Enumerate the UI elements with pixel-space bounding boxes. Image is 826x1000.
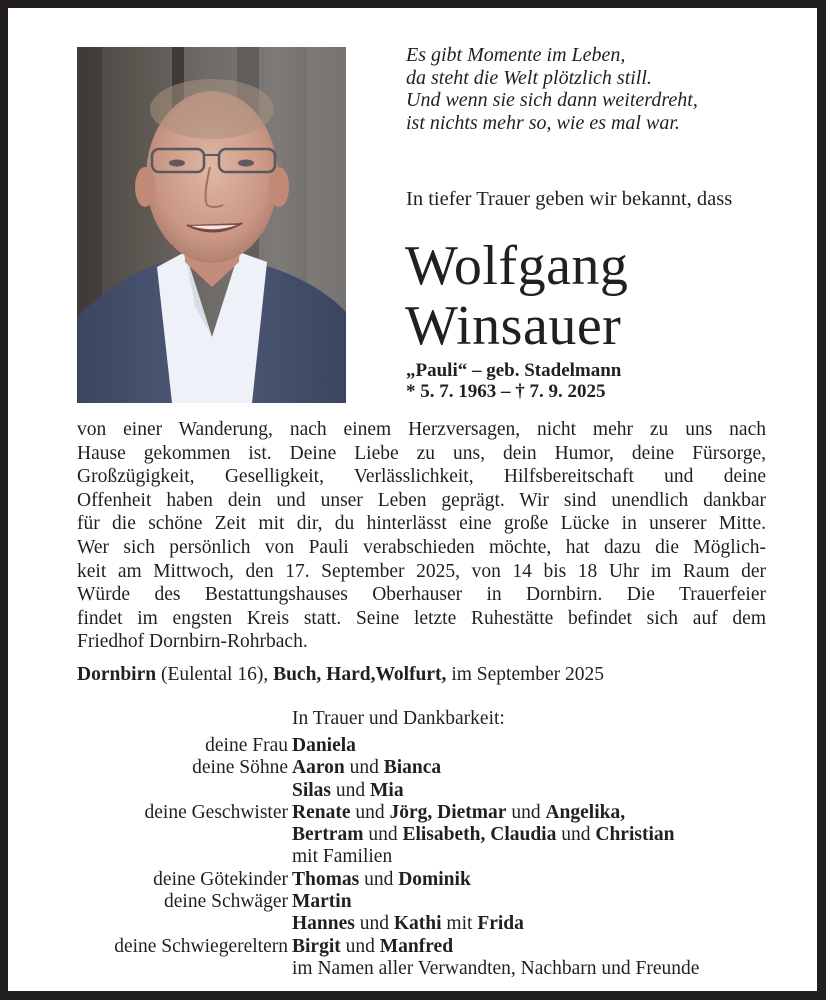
- mourners-list: [8, 735, 826, 980]
- mourner-name: Silas: [292, 779, 332, 801]
- mourner-relation: deine Söhne: [192, 757, 288, 779]
- mourner-name: Hannes: [292, 913, 355, 935]
- mourner-row: [8, 913, 826, 935]
- connector-text: und: [331, 779, 371, 801]
- connector-text: und: [344, 757, 384, 779]
- body-line: Offenheit haben dein und unser Leben geprägt. Wir sind unendlich dankbar: [77, 489, 766, 511]
- mourner-row: [8, 780, 826, 802]
- mourner-row: [8, 846, 826, 868]
- mourner-name: Frida: [477, 913, 524, 935]
- mourner-relation: deine Schwiegereltern: [114, 935, 288, 957]
- connector-text: im Namen aller Verwandten, Nachbarn und Freunde: [292, 957, 700, 979]
- connector-text: und: [350, 801, 390, 823]
- memorial-poem: [406, 44, 786, 134]
- mourner-names: [292, 958, 699, 980]
- announcement-intro: In tiefer Trauer geben wir bekannt, dass: [406, 188, 733, 210]
- mourners-heading: In Trauer und Dankbarkeit:: [292, 708, 505, 729]
- connector-text: mit Familien: [292, 846, 393, 868]
- mourner-relation: deine Frau: [205, 735, 288, 756]
- connector-text: mit: [441, 913, 478, 935]
- body-line: Großzügigkeit, Geselligkeit, Verlässlichkeit, Hilfsbereitschaft und deine: [77, 466, 766, 488]
- mourner-name: Manfred: [379, 935, 454, 957]
- mourner-name: Aaron: [292, 757, 345, 779]
- portrait-image: [77, 47, 346, 403]
- body-line: Wer sich persönlich von Pauli verabschieden möchte, hat dazu die Möglich-: [77, 536, 766, 558]
- mourner-row: [8, 891, 826, 913]
- body-line: keit am Mittwoch, den 17. September 2025, von 14 bis 18 Uhr im Raum der: [77, 560, 766, 582]
- place-date: im September 2025: [446, 664, 605, 685]
- connector-text: und: [363, 824, 403, 846]
- mourner-name: Mia: [370, 779, 404, 801]
- mourner-names: [292, 757, 441, 779]
- nickname-birthname: „Pauli“ – geb. Stadelmann: [406, 360, 622, 381]
- mourner-name: Christian: [595, 824, 675, 846]
- connector-text: und: [340, 935, 380, 957]
- portrait-photo: [77, 47, 346, 403]
- place-towns: Buch, Hard,Wolfurt,: [273, 664, 447, 685]
- mourner-relation: deine Geschwister: [144, 801, 288, 823]
- obituary-body: [77, 418, 766, 654]
- body-line: Friedhof Dornbirn-Rohrbach.: [77, 631, 308, 653]
- mourner-row: [8, 735, 826, 757]
- poem-line: Und wenn sie sich dann weiterdreht,: [406, 89, 698, 111]
- mourner-names: [292, 913, 524, 935]
- connector-text: und: [506, 801, 546, 823]
- place-and-date: [77, 664, 604, 686]
- mourner-names: [292, 735, 356, 757]
- mourner-names: [292, 780, 404, 802]
- body-line: Hause gekommen ist. Deine Liebe zu uns, dein Humor, deine Fürsorge,: [77, 442, 766, 464]
- body-line: für die schöne Zeit mit dir, du hinterlässt eine große Lücke in unserer Mitte.: [77, 513, 766, 535]
- mourner-names: [292, 936, 453, 958]
- mourner-row: [8, 869, 826, 891]
- mourner-name: Bertram: [292, 824, 364, 846]
- mourner-relation: deine Schwäger: [164, 891, 288, 913]
- mourner-name: Jörg, Dietmar: [389, 801, 507, 823]
- mourner-row: [8, 802, 826, 824]
- mourner-names: [292, 891, 352, 913]
- first-name: Wolfgang: [405, 235, 629, 297]
- mourner-row: [8, 936, 826, 958]
- mourner-name: Renate: [292, 801, 351, 823]
- body-line: von einer Wanderung, nach einem Herzversagen, nicht mehr zu uns nach: [77, 419, 766, 440]
- body-line: findet im engsten Kreis statt. Seine letzte Ruhestätte befindet sich auf dem: [77, 607, 766, 629]
- place-address: (Eulental 16),: [156, 664, 274, 685]
- mourner-name: Bianca: [383, 757, 442, 779]
- mourner-name: Thomas: [292, 868, 360, 890]
- connector-text: und: [354, 913, 394, 935]
- mourner-row: [8, 824, 826, 846]
- mourner-names: [292, 802, 625, 824]
- poem-line: Es gibt Momente im Leben,: [406, 44, 626, 66]
- mourner-names: [292, 869, 471, 891]
- deceased-name: [405, 236, 628, 356]
- mourner-row: [8, 958, 826, 980]
- mourner-name: Angelika,: [545, 801, 626, 823]
- mourner-names: [292, 824, 674, 846]
- life-dates: * 5. 7. 1963 – † 7. 9. 2025: [406, 381, 606, 402]
- mourner-name: Birgit: [292, 935, 341, 957]
- mourner-name: Elisabeth, Claudia: [402, 824, 557, 846]
- connector-text: und: [359, 868, 399, 890]
- mourner-names: [292, 846, 392, 868]
- mourner-name: Kathi: [393, 913, 442, 935]
- mourner-name: Dominik: [398, 868, 471, 890]
- connector-text: und: [556, 824, 596, 846]
- body-line: Würde des Bestattungshauses Oberhauser in Dornbirn. Die Trauerfeier: [77, 584, 766, 606]
- mourner-row: [8, 757, 826, 779]
- mourner-name: Daniela: [292, 735, 356, 756]
- mourner-name: Martin: [292, 891, 352, 913]
- last-name: Winsauer: [405, 295, 622, 357]
- mourner-relation: deine Götekinder: [153, 868, 288, 890]
- poem-line: ist nichts mehr so, wie es mal war.: [406, 111, 680, 134]
- place-city: Dornbirn: [77, 664, 157, 685]
- poem-line: da steht die Welt plötzlich still.: [406, 66, 652, 89]
